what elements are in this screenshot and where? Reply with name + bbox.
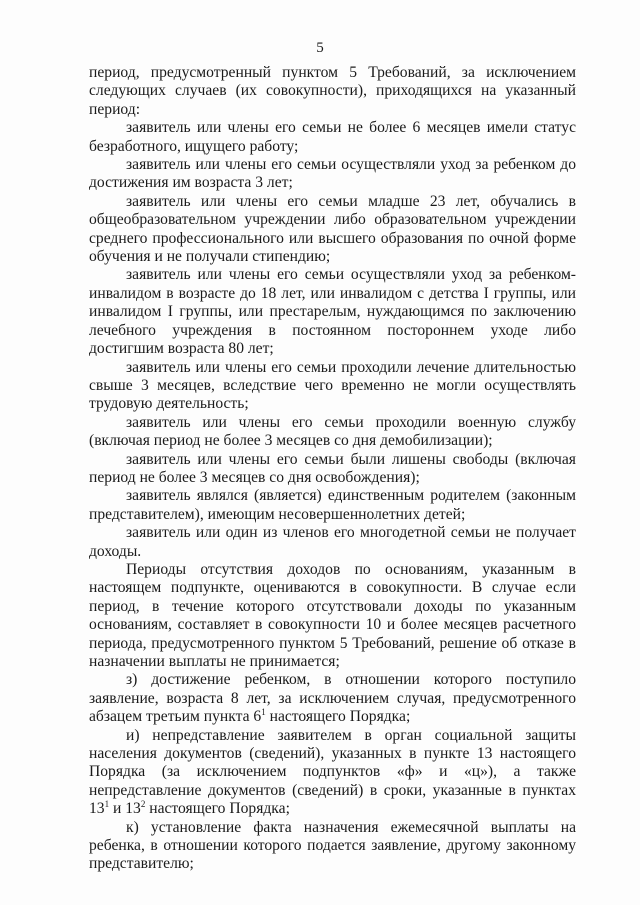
paragraph: заявитель или один из членов его многодетной семьи не получает доходы. xyxy=(89,524,576,560)
paragraph: заявитель или члены его семьи были лишены свободы (включая период не более 3 месяцев со дня освобождения); xyxy=(89,450,576,486)
superscript: 2 xyxy=(140,799,146,810)
item-i-text-mid: и 13 xyxy=(109,800,141,818)
superscript: 1 xyxy=(104,799,110,810)
paragraph: заявитель или члены его семьи проходили лечение длительностью свыше 3 месяцев, вследствие чего временно не могли осуществлять трудовую деятельность; xyxy=(89,358,576,413)
page-number: 5 xyxy=(316,40,324,56)
item-z xyxy=(89,671,576,726)
item-i-text-end: настоящего Порядка; xyxy=(145,800,290,818)
paragraph: Периоды отсутствия доходов по основаниям, указанным в настоящем подпункте, оцениваются в совокупности. В случае если период, в течение которого отсутствовали доходы по указанным основаниям, составляет в совокупности 10 и более месяцев расчетного периода, предусмотренного пунктом 5 Требований, решение об отказе в назначении выплаты не принимается; xyxy=(89,560,576,670)
document-body xyxy=(89,64,576,874)
item-i-text: и) непредставление заявителем в орган социальной защиты населения документов (сведений), указанных в пункте 13 настоящего Порядка (за исключением подпунктов «ф» и «ц»), а также непредставление документов (сведений) в сроки, указанные в пунктах 13 xyxy=(89,726,576,818)
item-k: к) установление факта назначения ежемесячной выплаты на ребенка, в отношении которого подается заявление, другому законному представителю; xyxy=(89,818,576,873)
item-z-text-end: настоящего Порядка; xyxy=(265,708,411,726)
paragraph: заявитель являлся (является) единственным родителем (законным представителем), имеющим несовершеннолетних детей; xyxy=(89,487,576,523)
item-z-text: з) достижение ребенком, в отношении которого поступило заявление, возраста 8 лет, за исключением случая, предусмотренного абзацем третьим пункта 6 xyxy=(89,671,576,726)
paragraph: период, предусмотренный пунктом 5 Требований, за исключением следующих случаев (их совокупности), приходящихся на указанный период: xyxy=(89,64,576,118)
superscript: 1 xyxy=(261,707,266,718)
paragraph: заявитель или члены его семьи проходили военную службу (включая период не более 3 месяцев со дня демобилизации); xyxy=(89,413,576,450)
paragraph: заявитель или члены его семьи младше 23 лет, обучались в общеобразовательном учреждении либо образовательном учреждении среднего профессионального или высшего образования по очной форме обучения и не получали стипендию; xyxy=(89,192,576,266)
paragraph: заявитель или члены его семьи осуществляли уход за ребенком-инвалидом в возрасте до 18 лет, или инвалидом с детства I группы, или инвалидом I группы, или престарелым, нуждающимся по заключению лечебного учреждения в постоянном постороннем уходе либо достигшим возраста 80 лет; xyxy=(89,266,576,358)
item-i xyxy=(89,727,576,819)
paragraph: заявитель или члены его семьи осуществляли уход за ребенком до достижения им возраста 3 лет; xyxy=(89,156,576,192)
paragraph: заявитель или члены его семьи не более 6 месяцев имели статус безработного, ищущего работу; xyxy=(89,119,576,155)
